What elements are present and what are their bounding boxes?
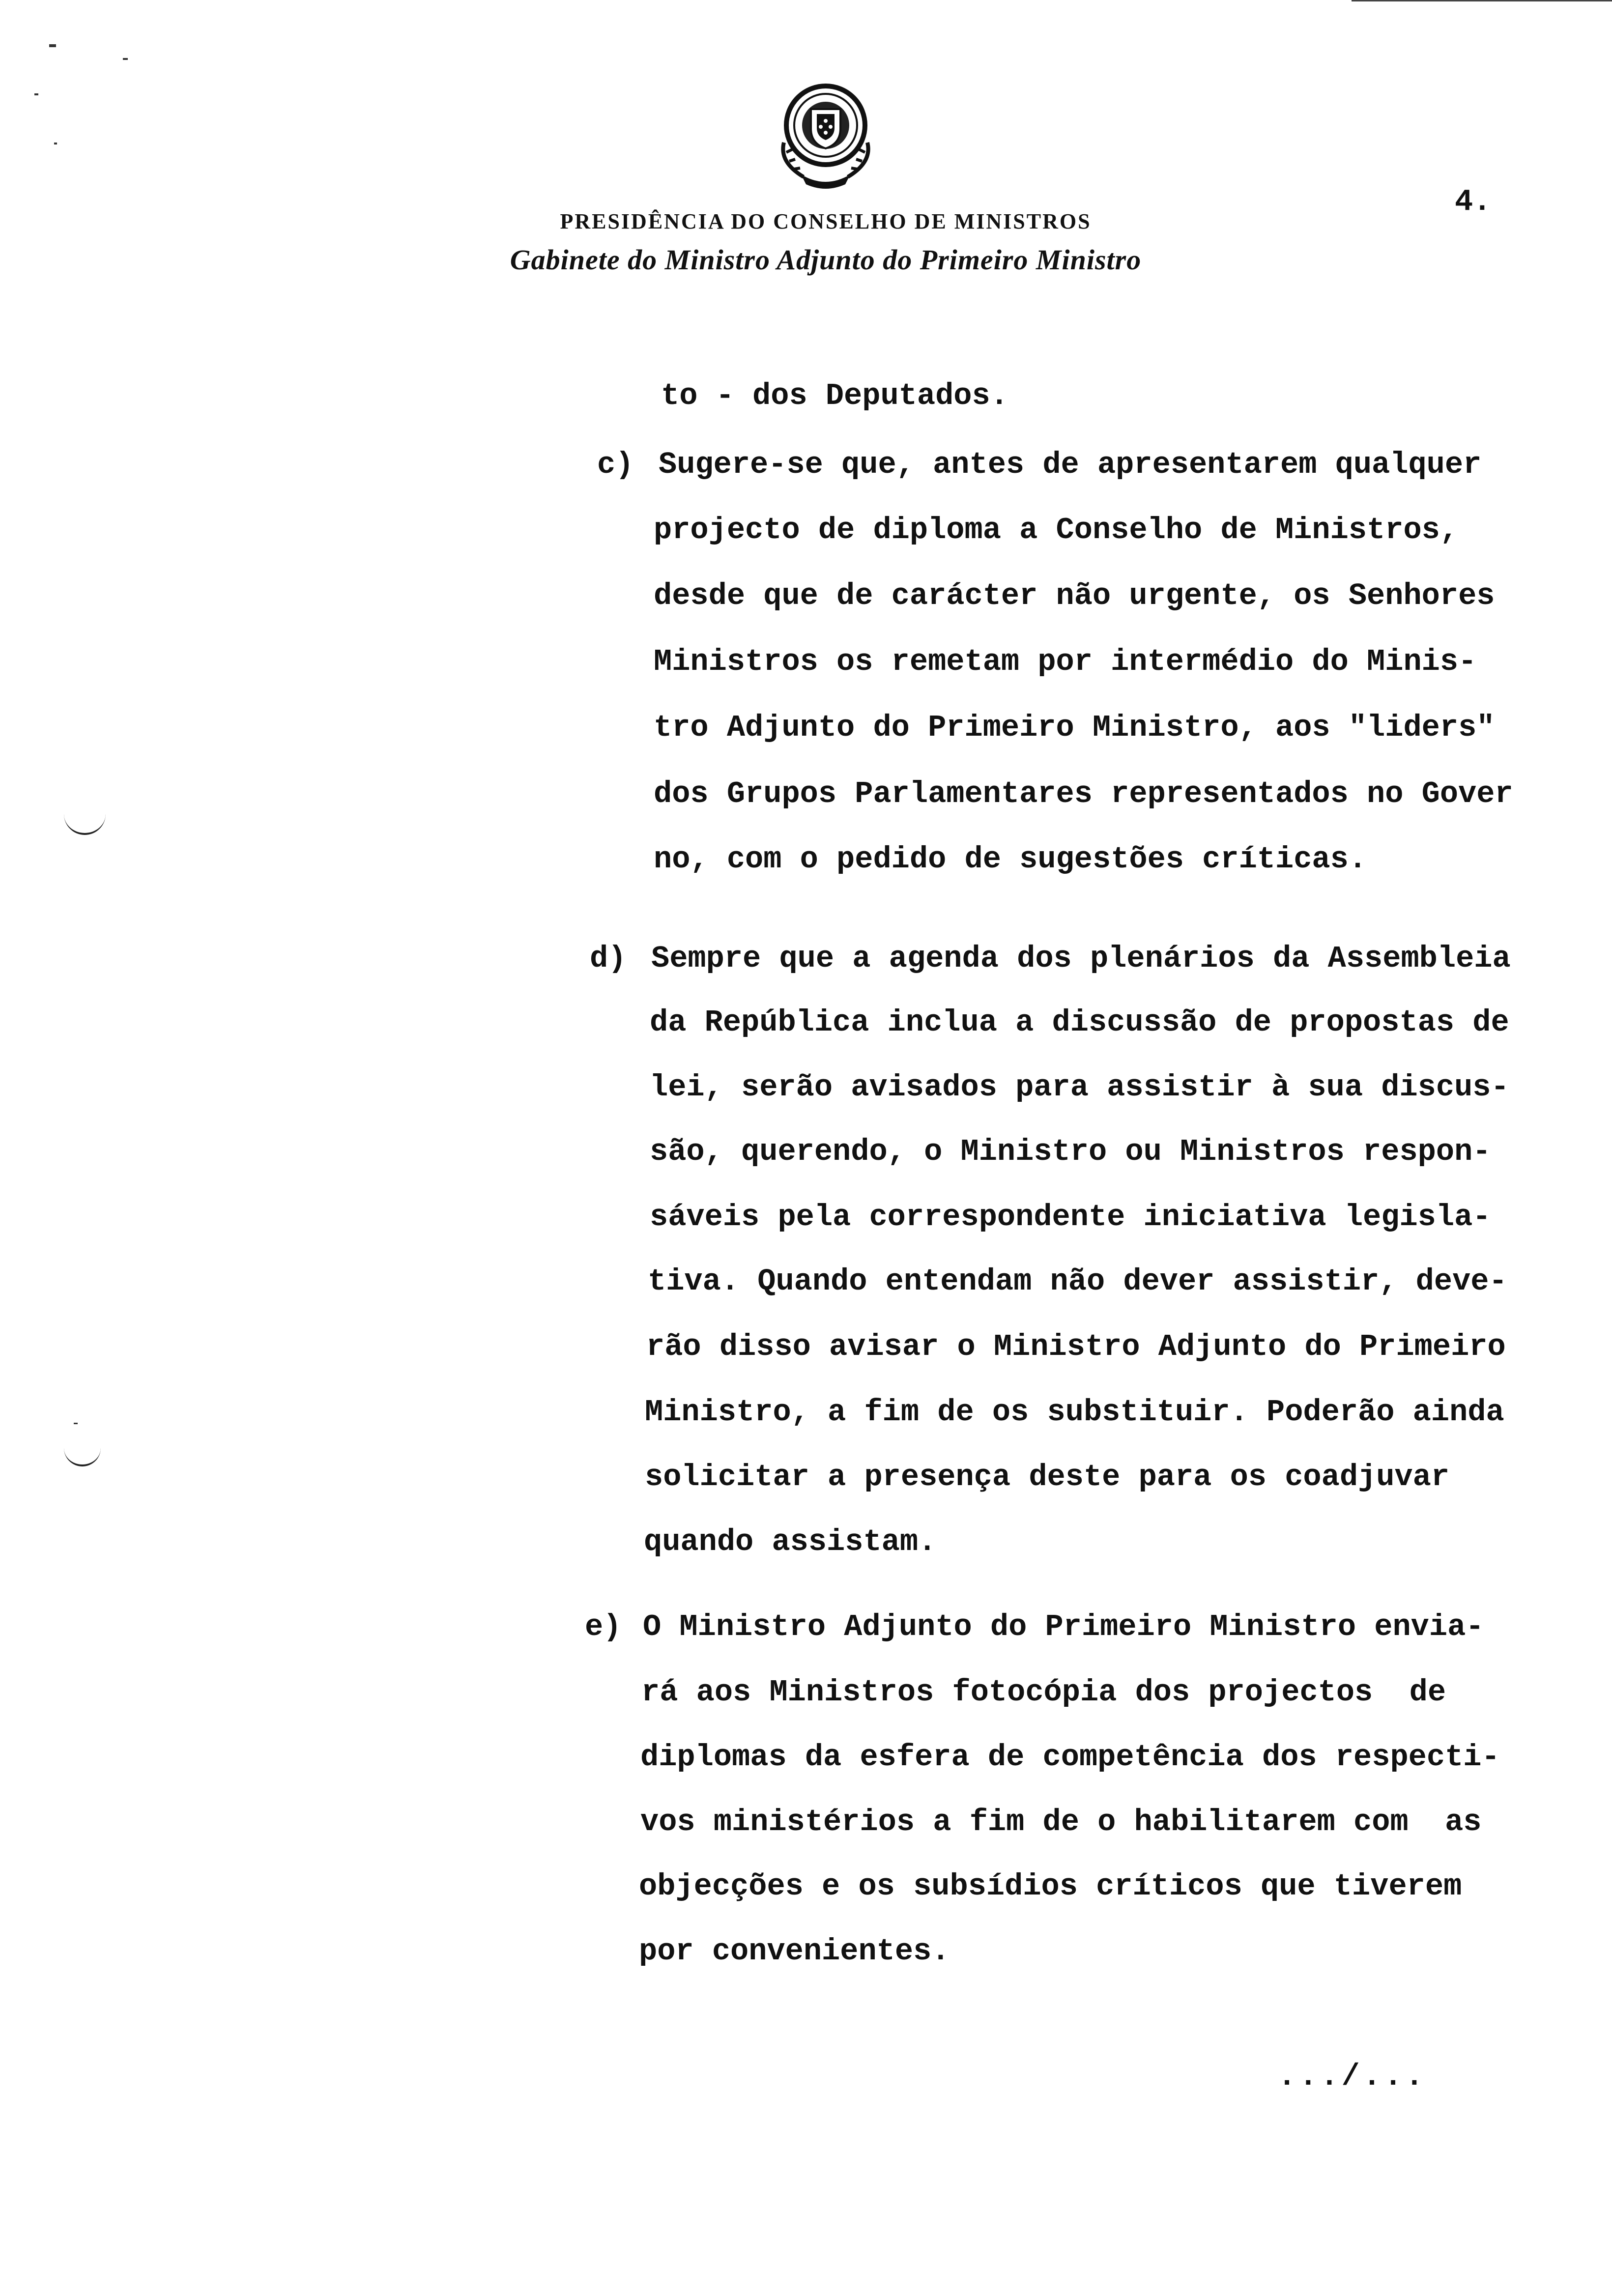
scan-speck [74,1423,78,1424]
item-d-line: da República inclua a discussão de propostas de [650,1005,1509,1040]
item-c-line: no, com o pedido de sugestões críticas. [654,842,1367,877]
intro-line: to - dos Deputados. [661,378,1008,413]
coat-of-arms-emblem [772,79,880,192]
item-e-line: diplomas da esfera de competência dos respecti- [640,1740,1500,1775]
item-d-line: são, querendo, o Ministro ou Ministros respon- [650,1134,1491,1169]
item-e-line: por convenientes. [639,1934,950,1969]
item-d-line: lei, serão avisados para assistir à sua discus- [650,1070,1509,1105]
page-number: 4. [1455,184,1492,219]
item-c-line: projecto de diploma a Conselho de Ministros, [654,513,1459,547]
continuation-mark: .../... [1278,2059,1427,2094]
item-c-line: tro Adjunto do Primeiro Ministro, aos "liders" [654,710,1495,745]
item-d-line: quando assistam. [644,1524,937,1559]
item-e-line: rá aos Ministros fotocópia dos projectos de [641,1675,1446,1710]
header-title: PRESIDÊNCIA DO CONSELHO DE MINISTROS [560,209,1092,233]
item-c-line: desde que de carácter não urgente, os Senhores [654,578,1495,613]
header-subtitle: Gabinete do Ministro Adjunto do Primeiro Ministro [510,244,1142,276]
scan-edge-rule [1352,0,1612,1]
item-label-e: e) [585,1609,622,1644]
item-d-line: solicitar a presença deste para os coadjuvar [645,1460,1450,1494]
item-d-line: Sempre que a agenda dos plenários da Assembleia [651,941,1511,976]
item-e-line: vos ministérios a fim de o habilitarem com as [640,1805,1482,1839]
item-d-line: tiva. Quando entendam não dever assistir, deve- [648,1264,1507,1299]
item-c-line: Ministros os remetam por intermédio do Minis- [654,644,1477,679]
binder-hole-mark [64,806,106,835]
binder-hole-mark [64,1440,101,1466]
scan-speck [34,93,38,95]
item-d-line: rão disso avisar o Ministro Adjunto do Primeiro [646,1329,1506,1364]
item-c-line: Sugere-se que, antes de apresentarem qualquer [659,447,1482,482]
item-label-d: d) [590,941,627,976]
item-d-line: Ministro, a fim de os substituir. Poderão ainda [645,1395,1504,1430]
item-e-line: O Ministro Adjunto do Primeiro Ministro envia- [643,1609,1484,1644]
scan-speck [54,143,57,144]
item-e-line: objecções e os subsídios críticos que tiverem [639,1869,1462,1904]
scan-speck [49,44,56,47]
scan-speck [123,58,128,60]
item-d-line: sáveis pela correspondente iniciativa legisla- [650,1200,1491,1234]
item-c-line: dos Grupos Parlamentares representados no Gover [654,776,1513,811]
item-label-c: c) [597,447,634,482]
